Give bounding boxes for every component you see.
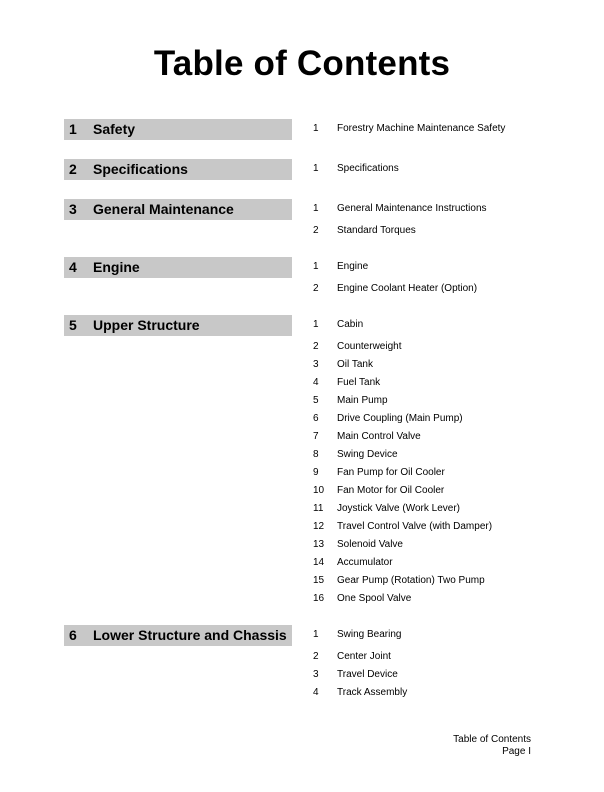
section-number: 4: [69, 259, 77, 275]
section-number: 3: [69, 201, 77, 217]
entry-label: Forestry Machine Maintenance Safety: [337, 123, 506, 134]
entry-number: 4: [313, 377, 319, 388]
toc-entry[interactable]: [0, 686, 604, 700]
toc-entry[interactable]: [0, 224, 604, 238]
entry-number: 3: [313, 669, 319, 680]
toc-entry[interactable]: [0, 202, 604, 216]
toc-entry[interactable]: [0, 394, 604, 408]
entry-number: 4: [313, 687, 319, 698]
entry-label: Standard Torques: [337, 225, 416, 236]
section-title: Safety: [93, 121, 136, 137]
toc-entry[interactable]: [0, 628, 604, 642]
entry-number: 3: [313, 359, 319, 370]
entry-label: Center Joint: [337, 651, 391, 662]
entry-label: Oil Tank: [337, 359, 373, 370]
entry-label: Fuel Tank: [337, 377, 381, 388]
section-number: 6: [69, 627, 77, 643]
entry-label: Drive Coupling (Main Pump): [337, 413, 463, 424]
entry-label: Swing Device: [337, 449, 398, 460]
entry-label: Cabin: [337, 319, 364, 330]
toc-entry[interactable]: [0, 466, 604, 480]
entry-number: 7: [313, 431, 319, 442]
entry-number: 15: [313, 575, 325, 586]
entry-number: 2: [313, 283, 319, 294]
footer-title: Table of Contents: [453, 734, 531, 745]
entry-label: Main Pump: [337, 395, 388, 406]
entry-label: Engine: [337, 261, 369, 272]
entry-label: Fan Motor for Oil Cooler: [337, 485, 445, 496]
toc-entry[interactable]: [0, 502, 604, 516]
entry-number: 2: [313, 341, 319, 352]
toc-entry[interactable]: [0, 430, 604, 444]
toc-entry[interactable]: [0, 162, 604, 176]
entry-number: 1: [313, 319, 319, 330]
section-number: 5: [69, 317, 77, 333]
entry-label: Track Assembly: [337, 687, 408, 698]
section-number: 1: [69, 121, 77, 137]
entry-label: Specifications: [337, 163, 399, 174]
entry-number: 1: [313, 261, 319, 272]
section-title: Engine: [93, 259, 140, 275]
entry-number: 16: [313, 593, 325, 604]
footer: [453, 734, 531, 758]
entry-number: 12: [313, 521, 325, 532]
section-number: 2: [69, 161, 77, 177]
entry-number: 6: [313, 413, 319, 424]
entry-label: Gear Pump (Rotation) Two Pump: [337, 575, 485, 586]
entry-number: 2: [313, 651, 319, 662]
toc-entry[interactable]: [0, 538, 604, 552]
toc-entry[interactable]: [0, 376, 604, 390]
entry-number: 9: [313, 467, 319, 478]
section-title: Specifications: [93, 161, 188, 177]
entry-label: One Spool Valve: [337, 593, 412, 604]
entry-number: 1: [313, 163, 319, 174]
entry-label: Fan Pump for Oil Cooler: [337, 467, 445, 478]
entry-label: Engine Coolant Heater (Option): [337, 283, 478, 294]
entry-number: 1: [313, 123, 319, 134]
toc-entry[interactable]: [0, 592, 604, 606]
toc-entry[interactable]: [0, 650, 604, 664]
entry-number: 1: [313, 203, 319, 214]
toc-entry[interactable]: [0, 448, 604, 462]
toc-entry[interactable]: [0, 122, 604, 136]
toc-entry[interactable]: [0, 340, 604, 354]
entry-label: Swing Bearing: [337, 629, 402, 640]
entry-number: 10: [313, 485, 325, 496]
entry-number: 2: [313, 225, 319, 236]
entry-number: 5: [313, 395, 319, 406]
toc-entry[interactable]: [0, 260, 604, 274]
toc-entry[interactable]: [0, 668, 604, 682]
entry-label: Main Control Valve: [337, 431, 421, 442]
section-title: Upper Structure: [93, 317, 200, 333]
entry-label: General Maintenance Instructions: [337, 203, 487, 214]
entry-label: Counterweight: [337, 341, 402, 352]
entry-label: Travel Device: [337, 669, 398, 680]
page-number: Page I: [502, 746, 531, 757]
section-title: General Maintenance: [93, 201, 234, 217]
toc-entry[interactable]: [0, 282, 604, 296]
toc-entry[interactable]: [0, 318, 604, 332]
entry-number: 13: [313, 539, 325, 550]
section-title: Lower Structure and Chassis: [93, 627, 287, 643]
entry-number: 1: [313, 629, 319, 640]
entry-number: 14: [313, 557, 325, 568]
entry-label: Accumulator: [337, 557, 393, 568]
toc-entry[interactable]: [0, 358, 604, 372]
page-title: Table of Contents: [153, 44, 451, 83]
entry-label: Travel Control Valve (with Damper): [337, 521, 493, 532]
entry-number: 8: [313, 449, 319, 460]
toc-entry[interactable]: [0, 412, 604, 426]
toc-entry[interactable]: [0, 556, 604, 570]
entry-label: Joystick Valve (Work Lever): [337, 503, 460, 514]
entry-number: 11: [313, 503, 324, 514]
entry-label: Solenoid Valve: [337, 539, 403, 550]
toc-entry[interactable]: [0, 574, 604, 588]
toc-entry[interactable]: [0, 484, 604, 498]
toc-entry[interactable]: [0, 520, 604, 534]
